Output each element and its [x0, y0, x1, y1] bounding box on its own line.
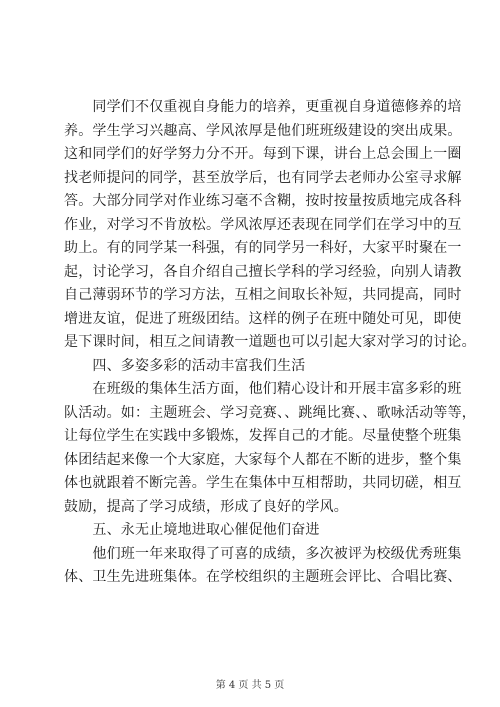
text-line: 自己薄弱环节的学习方法，互相之间取长补短，共同提高，同时	[64, 287, 462, 303]
text-line: 四、多姿多彩的活动丰富我们生活	[64, 357, 306, 374]
text-line: 体也就跟着不断完善。学生在集体中互相帮助，共同切磋，相互	[64, 475, 462, 491]
text-line: 起，讨论学习，各自介绍自己擅长学科的学习经验，向别人请教	[64, 263, 462, 280]
text-line: 体、卫生先进班集体。在学校组织的主题班会评比、合唱比赛、	[64, 569, 462, 585]
text-line: 助上。有的同学某一科强，有的同学另一科好，大家平时聚在一	[64, 240, 462, 256]
text-line: 队活动。如：主题班会、学习竞赛、、跳绳比赛、、歌咏活动等等，	[64, 404, 476, 421]
text-line: 他们班一年来取得了可喜的成绩，多次被评为校级优秀班集	[64, 545, 462, 562]
text-line: 在班级的集体生活方面，他们精心设计和开展丰富多彩的班	[64, 381, 462, 397]
page-footer: 第 4 页 共 5 页	[215, 680, 285, 691]
text-line: 答。大部分同学对作业练习毫不含糊，按时按量按质地完成各科	[64, 193, 462, 209]
text-line: 作业，对学习不肯放松。学风浓厚还表现在同学们在学习中的互	[64, 216, 462, 233]
text-line: 找老师提问的同学，甚至放学后，也有同学去老师办公室寻求解	[64, 169, 462, 186]
text-line: 养。学生学习兴趣高、学风浓厚是他们班班级建设的突出成果。	[64, 122, 462, 139]
text-line: 增进友谊，促进了班级团结。这样的例子在班中随处可见，即使	[64, 310, 462, 327]
text-line: 是下课时间，相互之间请教一道题也可以引起大家对学习的讨论。	[64, 334, 476, 350]
text-line: 体团结起来像一个大家庭，大家每个人都在不断的进步，整个集	[64, 451, 462, 468]
text-line: 这和同学们的好学努力分不开。每到下课，讲台上总会围上一圈	[64, 146, 462, 162]
text-line: 鼓励，提高了学习成绩，形成了良好的学风。	[64, 498, 348, 515]
text-line: 同学们不仅重视自身能力的培养，更重视自身道德修养的培	[64, 99, 462, 115]
text-line: 五、永无止境地进取心催促他们奋进	[64, 522, 320, 538]
body-text	[64, 96, 476, 590]
text-line: 让每位学生在实践中多锻炼，发挥自己的才能。尽量使整个班集	[64, 428, 462, 444]
